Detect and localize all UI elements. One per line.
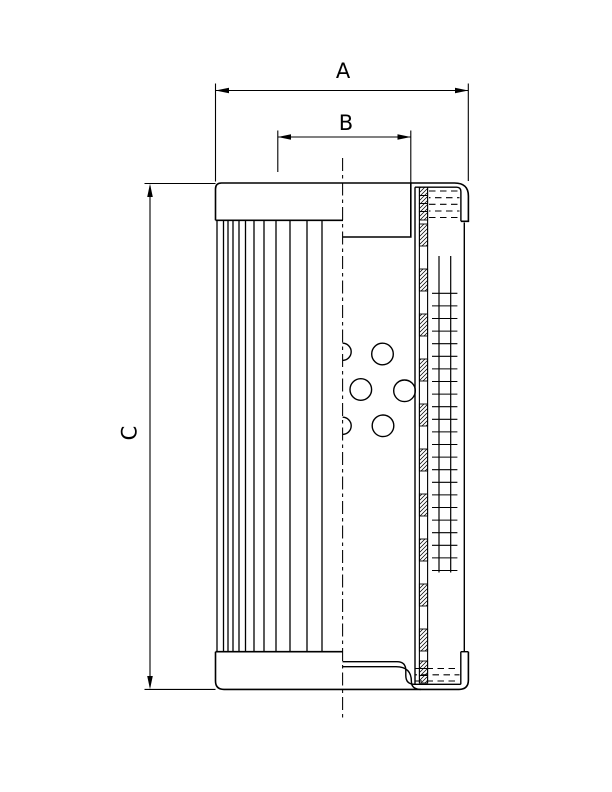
dim-b-label: B bbox=[338, 111, 354, 135]
hatch-block bbox=[419, 584, 427, 606]
mesh-section bbox=[432, 256, 457, 573]
hatch-block bbox=[419, 314, 427, 336]
hole bbox=[350, 379, 372, 401]
hatch-block bbox=[419, 359, 427, 381]
hatch-block bbox=[419, 224, 427, 246]
hatch-block bbox=[419, 404, 427, 426]
dimension-b bbox=[278, 111, 411, 183]
mesh-rungs bbox=[432, 293, 457, 570]
hatch-block bbox=[419, 629, 427, 651]
pleated-media bbox=[217, 221, 322, 652]
hole bbox=[372, 343, 394, 365]
hole bbox=[372, 415, 394, 437]
half-hole bbox=[343, 343, 352, 360]
hatch-block bbox=[419, 449, 427, 471]
dim-c-label: C bbox=[117, 425, 142, 441]
dim-c-arrow-down-icon bbox=[147, 676, 153, 689]
bottom-shell-cup bbox=[343, 652, 469, 690]
hatch-block bbox=[419, 204, 427, 212]
core-tube-section bbox=[419, 187, 427, 683]
hatch-block bbox=[419, 269, 427, 291]
dim-a-label: A bbox=[335, 59, 351, 83]
dim-a-arrow-left-icon bbox=[216, 88, 230, 94]
dim-c-arrow-up-icon bbox=[147, 184, 153, 197]
dim-b-arrow-right-icon bbox=[398, 134, 411, 140]
hatch-block bbox=[419, 196, 427, 204]
perforation-holes bbox=[343, 343, 416, 436]
hole bbox=[394, 380, 416, 402]
top-end-cap bbox=[216, 183, 411, 237]
hatch-block bbox=[419, 676, 427, 684]
hatch-block bbox=[419, 494, 427, 516]
adhesive-fill-top bbox=[429, 191, 460, 218]
dim-a-arrow-right-icon bbox=[455, 88, 468, 94]
half-hole bbox=[343, 417, 352, 434]
hatch-block bbox=[419, 187, 427, 196]
hatch-block bbox=[419, 661, 427, 669]
dim-b-arrow-left-icon bbox=[278, 134, 291, 140]
hatch-block bbox=[419, 669, 427, 676]
hatch-block bbox=[419, 539, 427, 561]
core-tube-hatch-blocks bbox=[419, 187, 427, 683]
hatch-block bbox=[419, 212, 427, 221]
dimension-c bbox=[117, 184, 215, 690]
